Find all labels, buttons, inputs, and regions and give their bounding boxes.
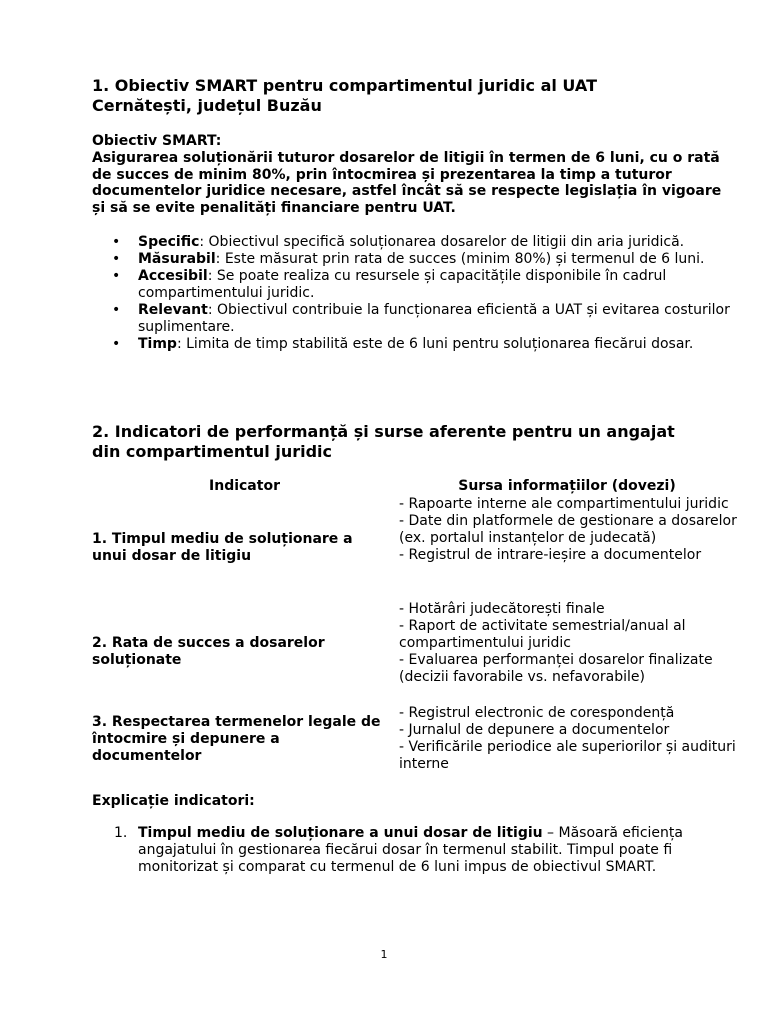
column-header-source: Sursa informațiilor (dovezi): [458, 478, 676, 494]
criterion-text: : Limita de timp stabilită este de 6 luni pentru soluționarea fiecărui dosar.: [176, 335, 694, 352]
list-item: [92, 336, 732, 353]
bullet-icon: •: [112, 234, 121, 250]
criterion-text: : Obiectivul contribuie la funcționarea eficientă a UAT și evitarea costurilor suplimentare.: [138, 301, 730, 335]
list-item: [92, 234, 732, 251]
source-cell-2: [399, 601, 744, 686]
list-number: 1.: [114, 825, 128, 841]
smart-criteria-list: [92, 234, 732, 353]
list-item: [92, 825, 712, 876]
bullet-icon: •: [112, 301, 121, 318]
criterion-term: Timp: [138, 335, 177, 352]
source-item: - Verificările periodice ale superiorilor și audituri interne: [399, 739, 736, 772]
list-item: [92, 251, 732, 268]
bullet-icon: •: [112, 250, 121, 267]
section1-heading-line2: Cernătești, județul Buzău: [92, 96, 322, 115]
page-number: 1: [380, 948, 388, 961]
indicator-cell-2: 2. Rata de succes a dosarelor soluționate: [92, 635, 325, 668]
smart-statement: Asigurarea soluționării tuturor dosarelor de litigii în termen de 6 luni, cu o rată de succes de minim 80%, prin întocmirea și prezentarea la timp a tuturor documentelor juridice necesare, astfel încât să se respecte legislația în vigoare și să se evite penalități financiare pentru UAT.: [92, 150, 722, 216]
section1-heading-line1: 1. Obiectiv SMART pentru compartimentul juridic al UAT: [92, 76, 597, 95]
explanation-term: Timpul mediu de soluționare a unui dosar de litigiu: [138, 825, 543, 841]
section1-heading: [92, 76, 597, 116]
explanation-list: [92, 825, 712, 876]
explanation-text: – Măsoară eficiența angajatului în gestionarea fiecărui dosar în termenul stabilit. Timpul poate fi monitorizat și comparat cu termenul de 6 luni impus de obiectivul SMART.: [138, 825, 683, 875]
source-item: - Jurnalul de depunere a documentelor: [399, 722, 670, 738]
criterion-term: Măsurabil: [138, 250, 216, 267]
source-item: - Registrul electronic de corespondență: [399, 705, 675, 721]
smart-label: Obiectiv SMART:: [92, 133, 222, 149]
source-cell-1: [399, 496, 744, 564]
source-item: - Evaluarea performanței dosarelor finalizate (decizii favorabile vs. nefavorabile): [399, 652, 713, 685]
criterion-term: Specific: [138, 234, 200, 250]
source-item: - Rapoarte interne ale compartimentului juridic: [399, 496, 729, 512]
criterion-term: Accesibil: [138, 267, 208, 284]
criterion-term: Relevant: [138, 301, 208, 318]
bullet-icon: •: [112, 267, 121, 284]
criterion-text: : Obiectivul specifică soluționarea dosarelor de litigii din aria juridică.: [199, 234, 685, 250]
section2-heading: [92, 422, 675, 462]
source-item: - Date din platformele de gestionare a dosarelor (ex. portalul instanțelor de judecată): [399, 513, 737, 546]
column-header-indicator: Indicator: [209, 478, 280, 494]
source-item: - Hotărâri judecătorești finale: [399, 601, 605, 617]
bullet-icon: •: [112, 335, 121, 352]
indicator-cell-1: 1. Timpul mediu de soluționare a unui dosar de litigiu: [92, 531, 353, 564]
indicator-cell-3: 3. Respectarea termenelor legale de întocmire și depunere a documentelor: [92, 714, 381, 764]
criterion-text: : Este măsurat prin rata de succes (minim 80%) și termenul de 6 luni.: [215, 250, 705, 267]
list-item: [92, 268, 732, 302]
source-item: - Registrul de intrare-ieșire a documentelor: [399, 547, 702, 563]
section2-heading-line1: 2. Indicatori de performanță și surse aferente pentru un angajat: [92, 422, 675, 441]
section2-heading-line2: din compartimentul juridic: [92, 442, 332, 461]
criterion-text: : Se poate realiza cu resursele și capacitățile disponibile în cadrul compartimentului juridic.: [138, 267, 667, 301]
list-item: [92, 302, 732, 336]
source-item: - Raport de activitate semestrial/anual al compartimentului juridic: [399, 618, 686, 651]
explanation-heading: Explicație indicatori:: [92, 793, 255, 809]
source-cell-3: [399, 705, 744, 773]
